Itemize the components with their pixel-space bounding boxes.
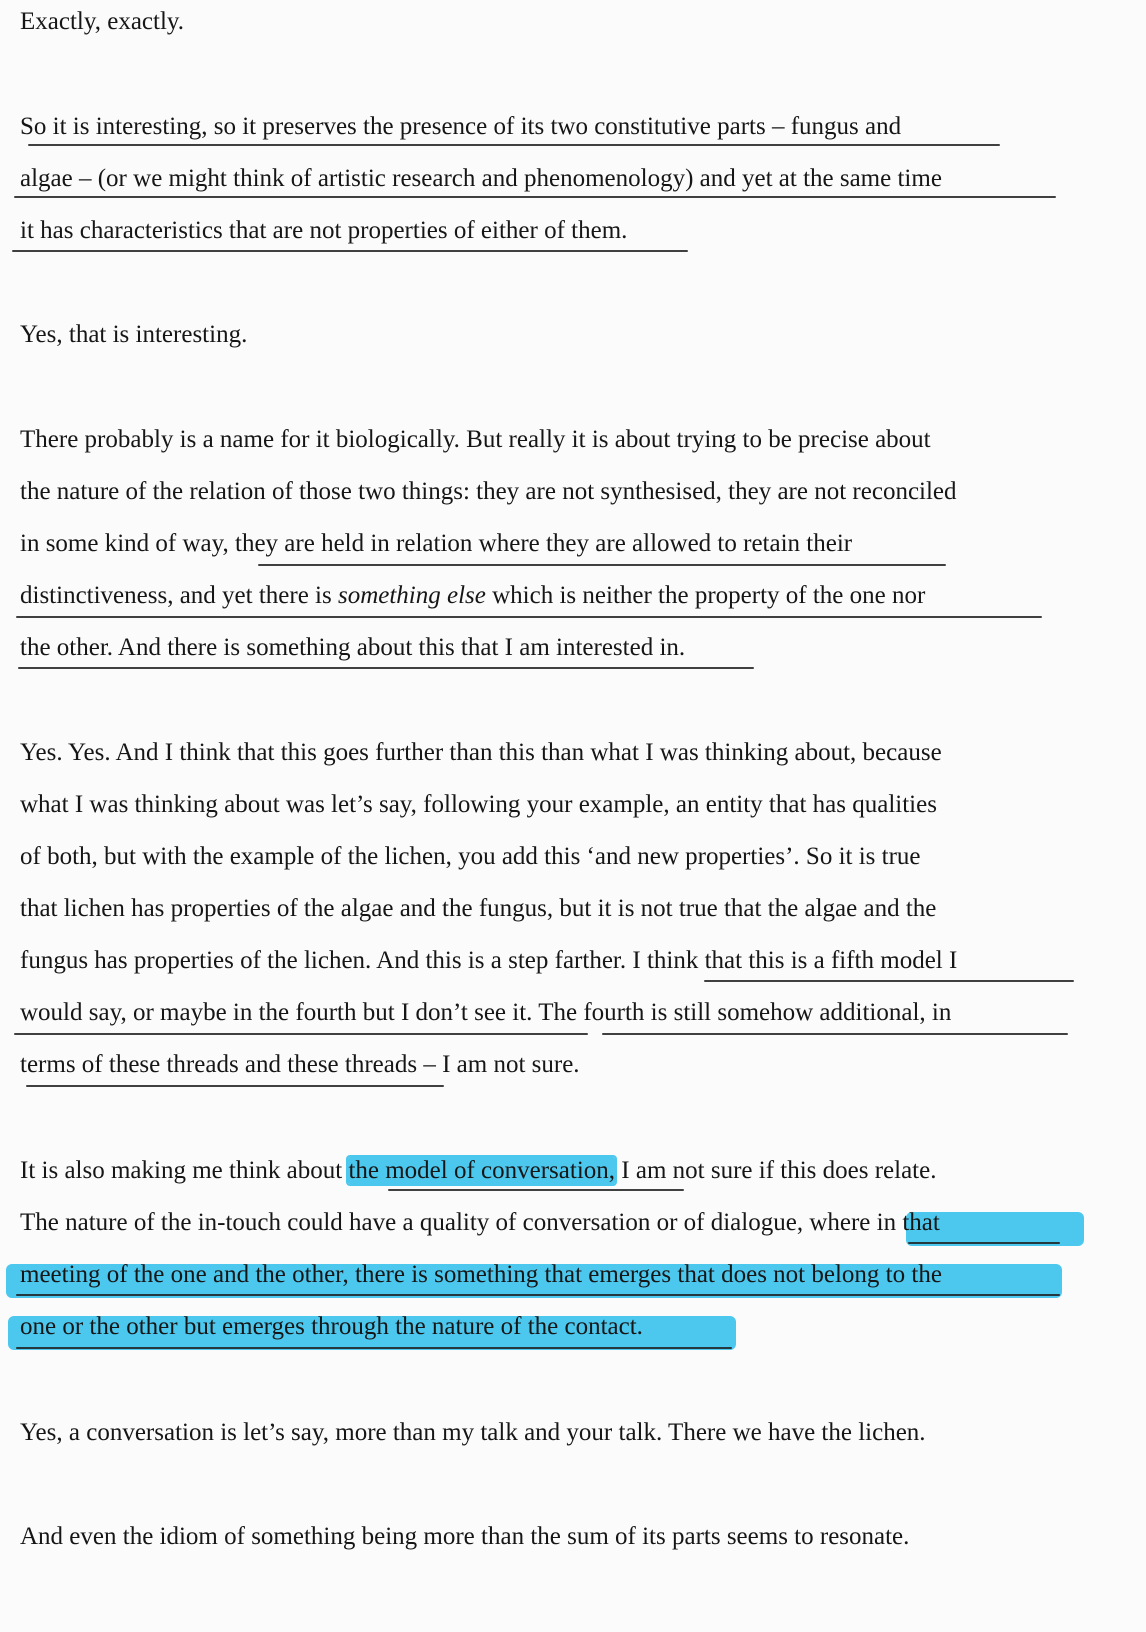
para6-line2-highlighted: where in that — [809, 1209, 940, 1236]
para4-line1: There probably is a name for it biologically. But really it is about trying to be precise about — [20, 426, 931, 453]
pen-underline — [704, 980, 1074, 982]
pen-underline — [16, 616, 1042, 618]
para4-line5: the other. And there is something about this that I am interested in. — [20, 634, 686, 661]
para5-line7: terms of these threads and these threads – I am not sure. — [20, 1051, 580, 1078]
para5-line1: Yes. Yes. And I think that this goes further than this than what I was thinking about, because — [20, 739, 942, 766]
pen-underline — [28, 144, 1000, 146]
pen-underline — [258, 564, 946, 566]
para5-line6: would say, or maybe in the fourth but I don’t see it. The fourth is still somehow additional, in — [20, 999, 952, 1026]
para6-line1-end: I am not sure if this does relate. — [615, 1157, 937, 1184]
para2-line2: algae – (or we might think of artistic research and phenomenology) and yet at the same time — [20, 165, 942, 192]
para4-line4 — [20, 581, 925, 611]
pen-underline — [26, 1085, 444, 1087]
pen-underline — [602, 1033, 1068, 1035]
para5-line5: fungus has properties of the lichen. And this is a step farther. I think that this is a fifth model I — [20, 947, 958, 974]
pen-underline — [12, 250, 688, 252]
pen-underline — [16, 1347, 732, 1349]
pen-underline — [18, 667, 754, 669]
pen-underline — [908, 1242, 1060, 1244]
para6-line3: meeting of the one and the other, there is something that emerges that does not belong to the — [20, 1261, 942, 1288]
para2-line3: it has characteristics that are not properties of either of them. — [20, 217, 628, 244]
para4-line4-start: distinctiveness, and yet there is — [20, 582, 338, 609]
para6-line2 — [20, 1208, 940, 1238]
para6-highlight-model-of-conversation: the model of conversation, — [348, 1157, 616, 1184]
para6-line1-start: It is also making me think about — [20, 1157, 349, 1184]
para8-line1: And even the idiom of something being more than the sum of its parts seems to resonate. — [20, 1523, 910, 1550]
para5-line3: of both, but with the example of the lichen, you add this ‘and new properties’. So it is true — [20, 843, 921, 870]
para4-line4-italic: something else — [337, 582, 486, 609]
para1-line1: Exactly, exactly. — [20, 8, 185, 35]
para4-line3: in some kind of way, they are held in relation where they are allowed to retain their — [20, 530, 853, 557]
para3-line1: Yes, that is interesting. — [20, 321, 248, 348]
pen-underline — [14, 1033, 588, 1035]
para6-line2-start: The nature of the in-touch could have a quality of conversation or of dialogue, — [20, 1209, 810, 1236]
pen-underline — [388, 1189, 684, 1191]
para6-line1 — [20, 1156, 936, 1186]
pen-underline — [14, 196, 1056, 198]
para5-line2: what I was thinking about was let’s say, following your example, an entity that has qualities — [20, 791, 937, 818]
para4-line2: the nature of the relation of those two things: they are not synthesised, they are not reconciled — [20, 478, 957, 505]
para7-line1: Yes, a conversation is let’s say, more than my talk and your talk. There we have the lichen. — [20, 1419, 926, 1446]
pen-underline — [16, 1294, 1060, 1296]
para6-line4: one or the other but emerges through the nature of the contact. — [20, 1313, 643, 1340]
para4-line4-end: which is neither the property of the one nor — [485, 582, 926, 609]
para2-line1: So it is interesting, so it preserves the presence of its two constitutive parts – fungus and — [20, 113, 902, 140]
para5-line4: that lichen has properties of the algae and the fungus, but it is not true that the algae and the — [20, 895, 937, 922]
